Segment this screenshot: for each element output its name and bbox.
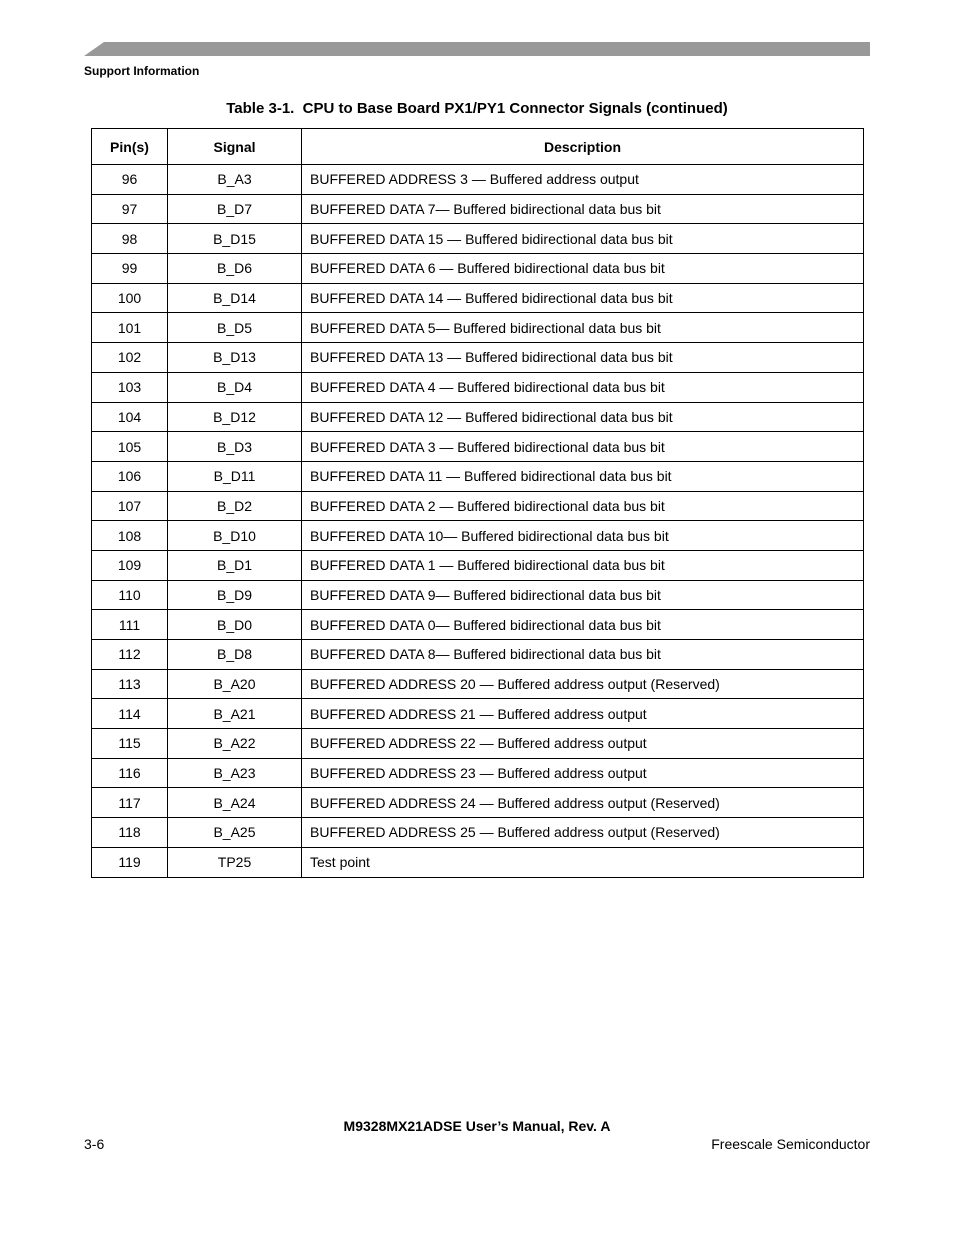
table-row: [92, 402, 864, 432]
pin-cell: 107: [92, 491, 168, 521]
pin-cell: 114: [92, 699, 168, 729]
column-header-description: Description: [302, 129, 864, 165]
description-cell: BUFFERED DATA 1 — Buffered bidirectional data bus bit: [302, 550, 864, 580]
pin-cell: 113: [92, 669, 168, 699]
signal-cell: B_A24: [168, 788, 302, 818]
table-row: [92, 283, 864, 313]
signal-cell: B_D4: [168, 372, 302, 402]
footer-company: Freescale Semiconductor: [711, 1136, 870, 1152]
pin-cell: 104: [92, 402, 168, 432]
signal-cell: B_D14: [168, 283, 302, 313]
description-cell: BUFFERED DATA 2 — Buffered bidirectional data bus bit: [302, 491, 864, 521]
signal-cell: B_D1: [168, 550, 302, 580]
pin-cell: 106: [92, 461, 168, 491]
table-row: [92, 550, 864, 580]
signal-cell: B_D10: [168, 521, 302, 551]
description-cell: BUFFERED DATA 5— Buffered bidirectional data bus bit: [302, 313, 864, 343]
description-cell: BUFFERED ADDRESS 24 — Buffered address output (Reserved): [302, 788, 864, 818]
description-cell: BUFFERED DATA 3 — Buffered bidirectional data bus bit: [302, 432, 864, 462]
table-title: Table 3-1. CPU to Base Board PX1/PY1 Connector Signals (continued): [226, 100, 728, 117]
description-cell: BUFFERED DATA 13 — Buffered bidirectional data bus bit: [302, 343, 864, 373]
pin-cell: 99: [92, 254, 168, 284]
pin-cell: 98: [92, 224, 168, 254]
pin-cell: 105: [92, 432, 168, 462]
signal-cell: B_A20: [168, 669, 302, 699]
description-cell: BUFFERED DATA 9— Buffered bidirectional data bus bit: [302, 580, 864, 610]
header-bar: [84, 42, 870, 56]
table-row: [92, 521, 864, 551]
table-row: [92, 818, 864, 848]
signal-cell: B_D13: [168, 343, 302, 373]
table-row: [92, 610, 864, 640]
signal-cell: B_D6: [168, 254, 302, 284]
table-row: [92, 491, 864, 521]
signal-cell: TP25: [168, 847, 302, 877]
table-row: [92, 432, 864, 462]
signal-cell: B_D11: [168, 461, 302, 491]
description-cell: BUFFERED DATA 15 — Buffered bidirectional data bus bit: [302, 224, 864, 254]
signal-cell: B_A23: [168, 758, 302, 788]
table-row: [92, 461, 864, 491]
description-cell: BUFFERED DATA 12 — Buffered bidirectional data bus bit: [302, 402, 864, 432]
signal-cell: B_D15: [168, 224, 302, 254]
pin-cell: 108: [92, 521, 168, 551]
signal-cell: B_D3: [168, 432, 302, 462]
description-cell: BUFFERED ADDRESS 22 — Buffered address output: [302, 729, 864, 759]
description-cell: Test point: [302, 847, 864, 877]
signal-cell: B_D7: [168, 194, 302, 224]
table-row: [92, 699, 864, 729]
pin-cell: 97: [92, 194, 168, 224]
table-row: [92, 758, 864, 788]
section-label: Support Information: [84, 64, 200, 78]
pin-cell: 103: [92, 372, 168, 402]
table-body: [92, 165, 864, 878]
table-row: [92, 729, 864, 759]
description-cell: BUFFERED DATA 11 — Buffered bidirectional data bus bit: [302, 461, 864, 491]
description-cell: BUFFERED DATA 4 — Buffered bidirectional data bus bit: [302, 372, 864, 402]
signal-cell: B_D9: [168, 580, 302, 610]
pin-cell: 119: [92, 847, 168, 877]
table-row: [92, 194, 864, 224]
table-header-row: [92, 129, 864, 165]
table-row: [92, 847, 864, 877]
description-cell: BUFFERED DATA 10— Buffered bidirectional data bus bit: [302, 521, 864, 551]
description-cell: BUFFERED DATA 8— Buffered bidirectional data bus bit: [302, 640, 864, 670]
pin-cell: 112: [92, 640, 168, 670]
signal-cell: B_D8: [168, 640, 302, 670]
table-row: [92, 254, 864, 284]
table-row: [92, 313, 864, 343]
description-cell: BUFFERED DATA 6 — Buffered bidirectional data bus bit: [302, 254, 864, 284]
description-cell: BUFFERED ADDRESS 3 — Buffered address output: [302, 165, 864, 195]
pin-cell: 118: [92, 818, 168, 848]
table-row: [92, 580, 864, 610]
description-cell: BUFFERED DATA 0— Buffered bidirectional data bus bit: [302, 610, 864, 640]
description-cell: BUFFERED DATA 14 — Buffered bidirectional data bus bit: [302, 283, 864, 313]
description-cell: BUFFERED ADDRESS 25 — Buffered address output (Reserved): [302, 818, 864, 848]
pin-cell: 100: [92, 283, 168, 313]
signal-cell: B_A25: [168, 818, 302, 848]
footer-page-number: 3-6: [84, 1136, 105, 1152]
signal-cell: B_A3: [168, 165, 302, 195]
description-cell: BUFFERED ADDRESS 21 — Buffered address output: [302, 699, 864, 729]
signal-cell: B_D5: [168, 313, 302, 343]
signal-cell: B_D12: [168, 402, 302, 432]
footer-manual-title: M9328MX21ADSE User’s Manual, Rev. A: [343, 1118, 611, 1134]
table-row: [92, 224, 864, 254]
signal-cell: B_A22: [168, 729, 302, 759]
pin-cell: 96: [92, 165, 168, 195]
signals-table: [91, 128, 864, 878]
column-header-signal: Signal: [168, 129, 302, 165]
column-header-pins: Pin(s): [92, 129, 168, 165]
pin-cell: 115: [92, 729, 168, 759]
table-row: [92, 788, 864, 818]
pin-cell: 116: [92, 758, 168, 788]
pin-cell: 111: [92, 610, 168, 640]
pin-cell: 117: [92, 788, 168, 818]
table-row: [92, 343, 864, 373]
signal-cell: B_D0: [168, 610, 302, 640]
pin-cell: 101: [92, 313, 168, 343]
table-row: [92, 669, 864, 699]
pin-cell: 102: [92, 343, 168, 373]
description-cell: BUFFERED DATA 7— Buffered bidirectional data bus bit: [302, 194, 864, 224]
pin-cell: 109: [92, 550, 168, 580]
table-row: [92, 372, 864, 402]
signal-cell: B_A21: [168, 699, 302, 729]
description-cell: BUFFERED ADDRESS 23 — Buffered address output: [302, 758, 864, 788]
table-row: [92, 640, 864, 670]
pin-cell: 110: [92, 580, 168, 610]
signal-cell: B_D2: [168, 491, 302, 521]
description-cell: BUFFERED ADDRESS 20 — Buffered address output (Reserved): [302, 669, 864, 699]
table-row: [92, 165, 864, 195]
